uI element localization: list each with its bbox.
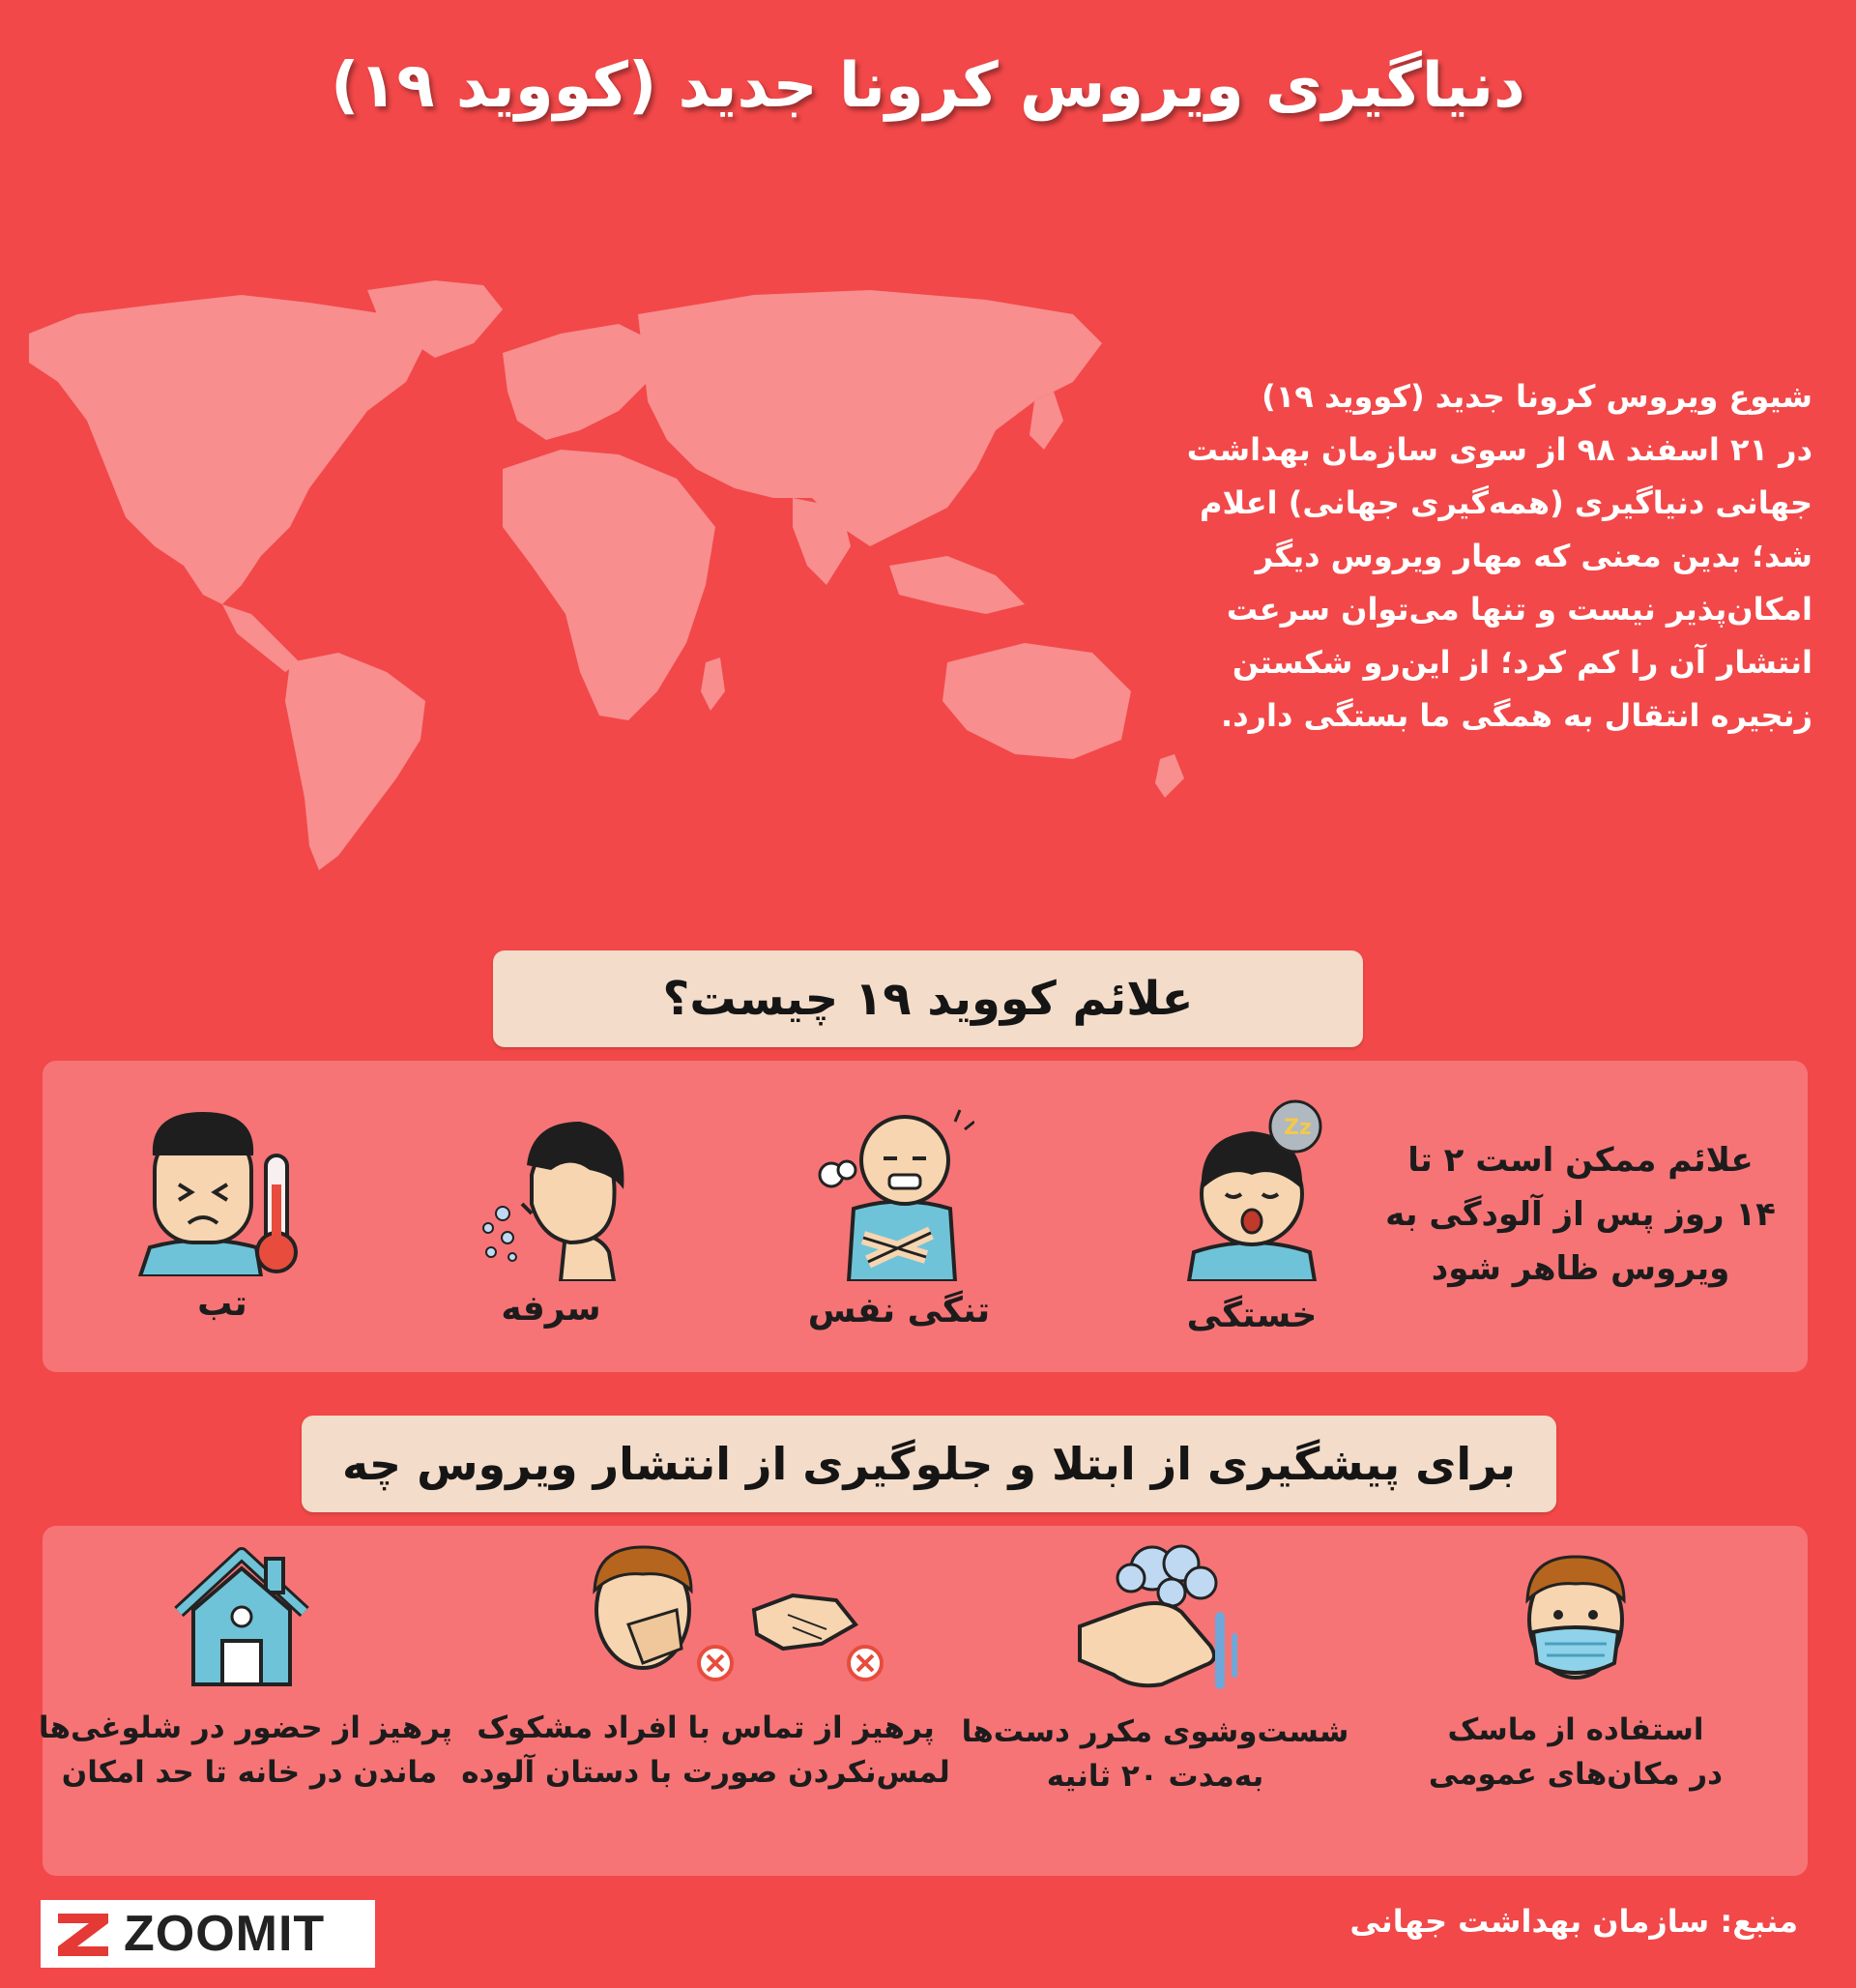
prevention-label-stay-home xyxy=(38,1706,452,1795)
prevention-label-hand-washing xyxy=(957,1710,1353,1798)
symptoms-heading: علائم کووید ۱۹ چیست؟ xyxy=(493,950,1363,1047)
prevention-line: در مکان‌های عمومی xyxy=(1428,1757,1724,1792)
symptom-label-fever: تب xyxy=(197,1284,247,1324)
prevention-line: پرهیز از تماس با افراد مشکوک xyxy=(477,1710,935,1745)
stay-home-icon xyxy=(169,1544,314,1689)
fever-thermometer-icon xyxy=(135,1107,309,1276)
prevention-label-mask xyxy=(1392,1708,1759,1797)
symptoms-intro-line: ویروس ظاهر شود xyxy=(1431,1249,1730,1288)
symptoms-intro-line: ۱۴ روز پس از آلودگی به xyxy=(1385,1195,1776,1234)
symptom-label-tired: خستگی xyxy=(1186,1296,1318,1335)
symptoms-intro xyxy=(1363,1133,1798,1296)
prevention-line: لمس‌نکردن صورت با دستان آلوده xyxy=(461,1755,950,1790)
intro-line: شیوع ویروس کرونا جدید (کووید ۱۹) xyxy=(1262,378,1812,415)
intro-paragraph xyxy=(1174,370,1812,743)
cough-icon xyxy=(474,1117,628,1281)
intro-line: در ۲۱ اسفند ۹۸ از سوی سازمان بهداشت xyxy=(1186,431,1812,468)
prevention-line: ماندن در خانه تا حد امکان xyxy=(61,1755,438,1790)
logo-text: ZOOMIT xyxy=(124,1906,326,1962)
source-credit: منبع: سازمان بهداشت جهانی xyxy=(1349,1903,1798,1940)
no-touch-no-handshake-icon xyxy=(585,1542,894,1687)
intro-line: زنجیره انتقال به همگی ما بستگی دارد. xyxy=(1221,697,1812,734)
prevention-line: به‌مدت ۲۰ ثانیه xyxy=(1046,1759,1264,1794)
hand-washing-icon xyxy=(1075,1539,1239,1694)
shortness-of-breath-icon xyxy=(810,1102,974,1281)
intro-line: جهانی دنیاگیری (همه‌گیری جهانی) اعلام xyxy=(1200,484,1812,521)
page-title: دنیاگیری ویروس کرونا جدید (کووید ۱۹) xyxy=(331,50,1525,122)
symptom-label-cough: سرفه xyxy=(501,1289,601,1329)
intro-line: انتشار آن را کم کرد؛ از این‌رو شکستن xyxy=(1232,644,1812,681)
prevention-line: شست‌وشوی مکرر دست‌ها xyxy=(961,1714,1349,1749)
zoomit-logo xyxy=(41,1900,375,1968)
intro-line: امکان‌پذیر نیست و تنها می‌توان سرعت xyxy=(1226,591,1812,628)
prevention-line: پرهیز از حضور در شلوغی‌ها xyxy=(38,1710,452,1745)
symptoms-intro-line: علائم ممکن است ۲ تا xyxy=(1407,1141,1754,1180)
prevention-heading: برای پیشگیری از ابتلا و جلوگیری از انتشار ویروس چه xyxy=(302,1416,1556,1512)
svg-text:Zz: Zz xyxy=(1284,1116,1312,1140)
intro-line: شد؛ بدین معنی که مهار ویروس دیگر xyxy=(1255,538,1812,574)
prevention-label-no-touch xyxy=(454,1706,957,1795)
prevention-line: استفاده از ماسک xyxy=(1447,1712,1704,1747)
symptom-label-shortness-of-breath: تنگی نفس xyxy=(807,1291,991,1330)
zoomit-z-icon xyxy=(54,1908,112,1960)
tired-face-icon xyxy=(1170,1097,1334,1281)
face-mask-icon xyxy=(1518,1547,1634,1692)
world-map xyxy=(19,276,1208,875)
